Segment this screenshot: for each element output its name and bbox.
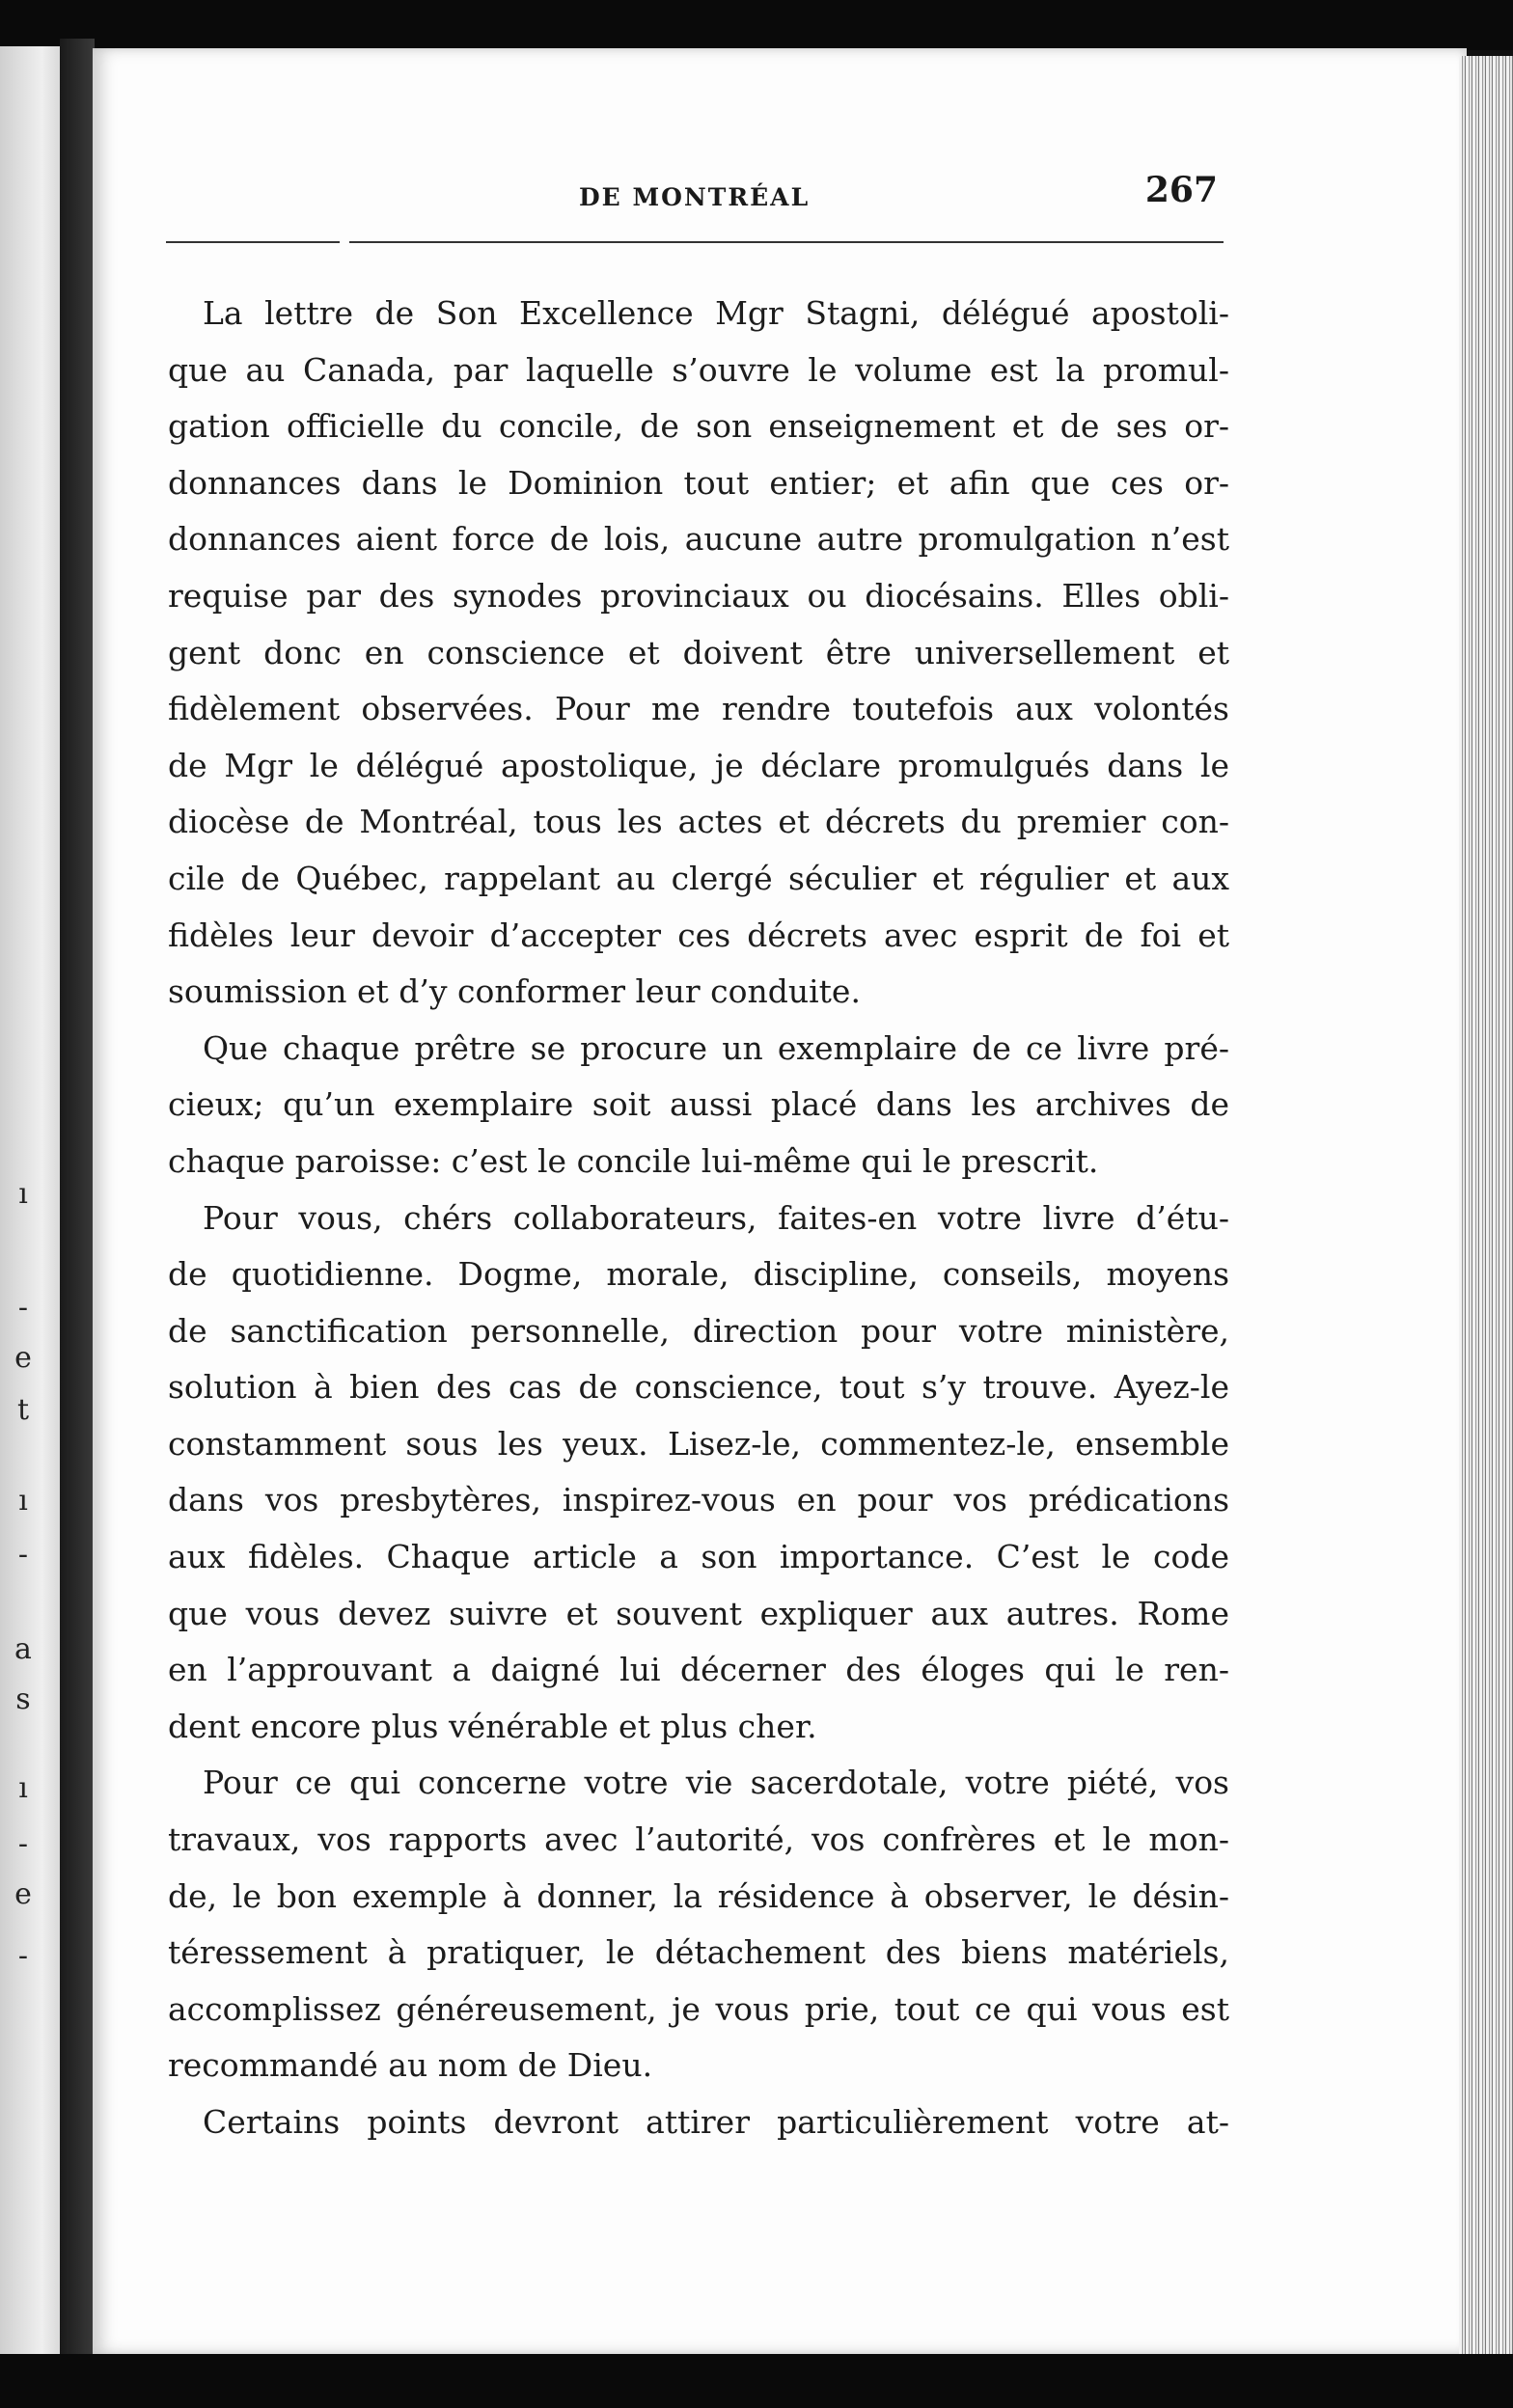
page-stack-edge: [1459, 56, 1513, 2354]
text-line: solution à bien des cas de conscience, tout s’y trouve. Ayez-le: [168, 1368, 1229, 1407]
book-gutter: [60, 39, 95, 2364]
text-line: fidèles leur devoir d’accepter ces décrets avec esprit de foi et: [168, 916, 1229, 954]
text-line: soumission et d’y conformer leur conduite.: [168, 972, 861, 1011]
text-line: Certains points devront attirer particulièrement votre at-: [203, 2103, 1229, 2141]
page-number: 267: [1144, 170, 1218, 210]
previous-page-glyph: -: [17, 1291, 29, 1325]
previous-page-glyph: s: [15, 1683, 31, 1716]
previous-page-edge: [0, 46, 60, 2354]
previous-page-glyph: -: [17, 1827, 29, 1861]
text-line: La lettre de Son Excellence Mgr Stagni, délégué apostoli-: [203, 294, 1229, 332]
text-line: que vous devez suivre et souvent expliquer aux autres. Rome: [168, 1594, 1229, 1632]
previous-page-glyph: ı: [18, 1484, 28, 1518]
previous-page-glyph: a: [14, 1632, 32, 1666]
header-rule-left: [166, 241, 340, 243]
text-line: cile de Québec, rappelant au clergé séculier et régulier et aux: [168, 859, 1229, 897]
previous-page-glyph: -: [17, 1939, 29, 1973]
previous-page-glyph: e: [14, 1341, 32, 1375]
text-line: gent donc en conscience et doivent être universellement et: [168, 633, 1229, 671]
text-line: chaque paroisse: c’est le concile lui-même qui le prescrit.: [168, 1141, 1099, 1180]
scanner-top-border: [0, 0, 1513, 50]
text-line: de Mgr le délégué apostolique, je déclare promulgués dans le: [168, 746, 1229, 784]
text-line: fidèlement observées. Pour me rendre toutefois aux volontés: [168, 690, 1229, 728]
text-line: dans vos presbytères, inspirez-vous en pour vos prédications: [168, 1481, 1229, 1519]
text-line: téressement à pratiquer, le détachement des biens matériels,: [168, 1933, 1229, 1972]
text-line: accomplissez généreusement, je vous prie, tout ce qui vous est: [168, 1989, 1229, 2028]
previous-page-glyph: t: [16, 1393, 30, 1427]
previous-page-glyph: e: [14, 1877, 32, 1911]
header-rule-right: [349, 241, 1224, 243]
text-line: donnances aient force de lois, aucune autre promulgation n’est: [168, 520, 1229, 559]
text-line: recommandé au nom de Dieu.: [168, 2046, 653, 2085]
text-line: travaux, vos rapports avec l’autorité, vos confrères et le mon-: [168, 1820, 1229, 1859]
text-line: de, le bon exemple à donner, la résidence à observer, le désin-: [168, 1876, 1229, 1915]
text-line: aux fidèles. Chaque article a son importance. C’est le code: [168, 1538, 1229, 1576]
text-line: Pour vous, chérs collaborateurs, faites-en votre livre d’étu-: [203, 1198, 1229, 1237]
scanner-bottom-border: [0, 2354, 1513, 2408]
text-line: donnances dans le Dominion tout entier; et afin que ces or-: [168, 463, 1229, 502]
running-head: [164, 170, 1225, 224]
text-line: de quotidienne. Dogme, morale, discipline, conseils, moyens: [168, 1255, 1229, 1294]
text-line: gation officielle du concile, de son enseignement et de ses or-: [168, 407, 1229, 446]
previous-page-glyph: ı: [18, 1771, 28, 1805]
previous-page-glyph: ı: [18, 1177, 28, 1211]
text-line: Pour ce qui concerne votre vie sacerdotale, votre piété, vos: [203, 1764, 1229, 1802]
running-head-title: DE MONTRÉAL: [579, 183, 811, 211]
text-line: dent encore plus vénérable et plus cher.: [168, 1707, 817, 1745]
text-line: de sanctification personnelle, direction pour votre ministère,: [168, 1311, 1229, 1350]
text-line: Que chaque prêtre se procure un exemplaire de ce livre pré-: [203, 1028, 1229, 1067]
text-line: diocèse de Montréal, tous les actes et décrets du premier con-: [168, 803, 1229, 841]
text-line: requise par des synodes provinciaux ou diocésains. Elles obli-: [168, 576, 1229, 615]
text-line: cieux; qu’un exemplaire soit aussi placé dans les archives de: [168, 1085, 1229, 1124]
text-line: constamment sous les yeux. Lisez-le, commentez-le, ensemble: [168, 1424, 1229, 1463]
body-text: [168, 286, 1229, 2151]
previous-page-glyph: -: [17, 1538, 29, 1572]
text-line: en l’approuvant a daigné lui décerner des éloges qui le ren-: [168, 1651, 1229, 1689]
text-line: que au Canada, par laquelle s’ouvre le volume est la promul-: [168, 350, 1229, 389]
